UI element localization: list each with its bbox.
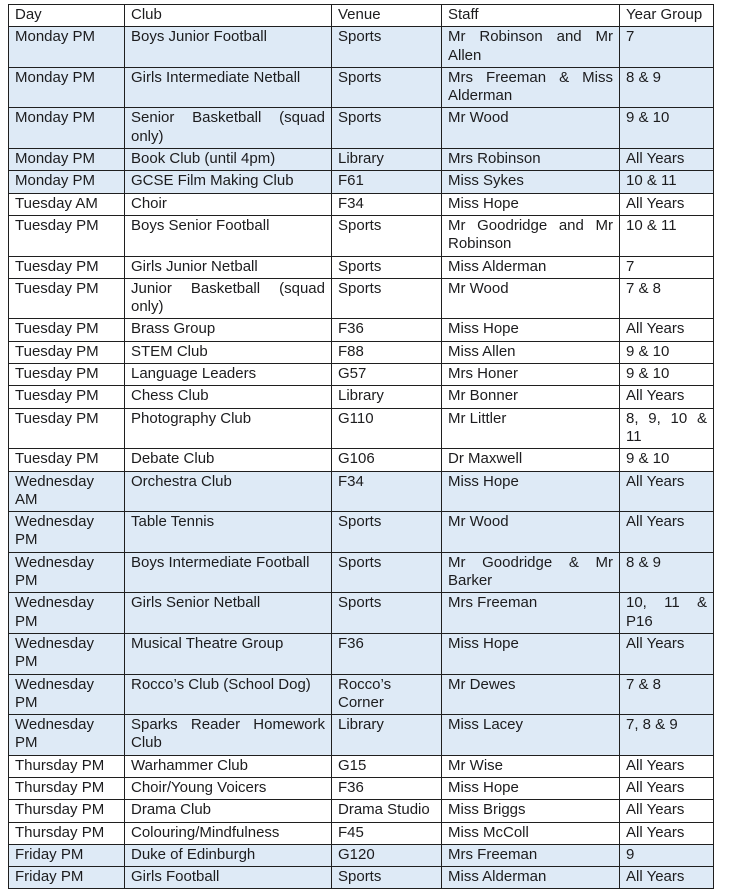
cell-staff: Mr Littler xyxy=(442,408,620,449)
table-body xyxy=(9,27,714,889)
column-header-staff: Staff xyxy=(442,5,620,27)
cell-venue: Sports xyxy=(332,27,442,68)
cell-day: Thursday PM xyxy=(9,822,125,844)
cell-staff: Mr Dewes xyxy=(442,674,620,715)
cell-venue: G57 xyxy=(332,364,442,386)
cell-venue: F61 xyxy=(332,171,442,193)
cell-club: Junior Basketball (squad only) xyxy=(125,278,332,319)
cell-year: 10, 11 & P16 xyxy=(620,593,714,634)
cell-day: Tuesday PM xyxy=(9,319,125,341)
cell-day: Monday PM xyxy=(9,67,125,108)
cell-club: Musical Theatre Group xyxy=(125,633,332,674)
table-row xyxy=(9,193,714,215)
table-row xyxy=(9,593,714,634)
cell-staff: Mr Wood xyxy=(442,512,620,553)
cell-venue: Sports xyxy=(332,215,442,256)
cell-club: Debate Club xyxy=(125,449,332,471)
cell-venue: G106 xyxy=(332,449,442,471)
cell-staff: Miss Hope xyxy=(442,471,620,512)
cell-day: Wednesday PM xyxy=(9,593,125,634)
cell-year: 10 & 11 xyxy=(620,171,714,193)
cell-day: Friday PM xyxy=(9,844,125,866)
cell-year: All Years xyxy=(620,822,714,844)
cell-club: Book Club (until 4pm) xyxy=(125,149,332,171)
cell-staff: Miss Alderman xyxy=(442,256,620,278)
cell-venue: Library xyxy=(332,715,442,756)
cell-venue: G15 xyxy=(332,755,442,777)
cell-staff: Mrs Honer xyxy=(442,364,620,386)
cell-staff: Miss Hope xyxy=(442,193,620,215)
cell-day: Wednesday PM xyxy=(9,715,125,756)
cell-venue: G120 xyxy=(332,844,442,866)
cell-club: Choir xyxy=(125,193,332,215)
table-row xyxy=(9,386,714,408)
cell-club: Girls Football xyxy=(125,867,332,889)
cell-venue: Sports xyxy=(332,593,442,634)
cell-club: Boys Senior Football xyxy=(125,215,332,256)
clubs-timetable xyxy=(8,4,714,889)
cell-club: Drama Club xyxy=(125,800,332,822)
cell-year: All Years xyxy=(620,193,714,215)
cell-year: All Years xyxy=(620,471,714,512)
cell-year: 9 & 10 xyxy=(620,449,714,471)
cell-club: Girls Senior Netball xyxy=(125,593,332,634)
cell-staff: Miss Lacey xyxy=(442,715,620,756)
cell-venue: F45 xyxy=(332,822,442,844)
cell-venue: F36 xyxy=(332,777,442,799)
cell-staff: Mr Wise xyxy=(442,755,620,777)
cell-year: 7 & 8 xyxy=(620,278,714,319)
cell-day: Wednesday PM xyxy=(9,633,125,674)
cell-staff: Mr Wood xyxy=(442,278,620,319)
cell-venue: Library xyxy=(332,149,442,171)
cell-day: Tuesday PM xyxy=(9,256,125,278)
cell-day: Thursday PM xyxy=(9,755,125,777)
column-header-year: Year Group xyxy=(620,5,714,27)
table-row xyxy=(9,278,714,319)
cell-venue: Sports xyxy=(332,512,442,553)
table-row xyxy=(9,633,714,674)
cell-staff: Miss Hope xyxy=(442,777,620,799)
cell-year: 9 & 10 xyxy=(620,341,714,363)
table-row xyxy=(9,471,714,512)
cell-year: 9 & 10 xyxy=(620,108,714,149)
cell-staff: Mr Goodridge and Mr Robinson xyxy=(442,215,620,256)
table-row xyxy=(9,822,714,844)
cell-staff: Miss Alderman xyxy=(442,867,620,889)
table-row xyxy=(9,715,714,756)
cell-staff: Mrs Robinson xyxy=(442,149,620,171)
header-row xyxy=(9,5,714,27)
cell-venue: Sports xyxy=(332,256,442,278)
cell-year: All Years xyxy=(620,319,714,341)
cell-club: Colouring/Mindfulness xyxy=(125,822,332,844)
cell-venue: Sports xyxy=(332,552,442,593)
cell-venue: F88 xyxy=(332,341,442,363)
cell-year: 10 & 11 xyxy=(620,215,714,256)
cell-day: Wednesday PM xyxy=(9,552,125,593)
cell-day: Tuesday PM xyxy=(9,278,125,319)
table-row xyxy=(9,512,714,553)
cell-year: 9 & 10 xyxy=(620,364,714,386)
cell-venue: Sports xyxy=(332,867,442,889)
cell-day: Wednesday PM xyxy=(9,674,125,715)
table-row xyxy=(9,364,714,386)
cell-staff: Dr Maxwell xyxy=(442,449,620,471)
cell-year: 8 & 9 xyxy=(620,67,714,108)
cell-staff: Mrs Freeman xyxy=(442,844,620,866)
cell-day: Tuesday PM xyxy=(9,341,125,363)
cell-year: All Years xyxy=(620,633,714,674)
cell-day: Thursday PM xyxy=(9,777,125,799)
cell-venue: F34 xyxy=(332,193,442,215)
cell-club: GCSE Film Making Club xyxy=(125,171,332,193)
column-header-venue: Venue xyxy=(332,5,442,27)
cell-club: Orchestra Club xyxy=(125,471,332,512)
cell-year: All Years xyxy=(620,800,714,822)
cell-staff: Mr Wood xyxy=(442,108,620,149)
table-row xyxy=(9,108,714,149)
table-row xyxy=(9,341,714,363)
cell-day: Tuesday PM xyxy=(9,386,125,408)
table-row xyxy=(9,449,714,471)
table-row xyxy=(9,755,714,777)
cell-year: 7 xyxy=(620,256,714,278)
cell-year: 8 & 9 xyxy=(620,552,714,593)
cell-club: Sparks Reader Homework Club xyxy=(125,715,332,756)
cell-day: Wednesday AM xyxy=(9,471,125,512)
cell-venue: Sports xyxy=(332,108,442,149)
cell-day: Tuesday AM xyxy=(9,193,125,215)
cell-staff: Miss Sykes xyxy=(442,171,620,193)
cell-venue: Sports xyxy=(332,278,442,319)
cell-day: Monday PM xyxy=(9,171,125,193)
cell-year: 9 xyxy=(620,844,714,866)
table-row xyxy=(9,256,714,278)
table-row xyxy=(9,408,714,449)
cell-club: Table Tennis xyxy=(125,512,332,553)
cell-venue: G110 xyxy=(332,408,442,449)
cell-day: Thursday PM xyxy=(9,800,125,822)
column-header-club: Club xyxy=(125,5,332,27)
table-row xyxy=(9,215,714,256)
cell-staff: Miss Hope xyxy=(442,319,620,341)
cell-staff: Mr Bonner xyxy=(442,386,620,408)
cell-day: Wednesday PM xyxy=(9,512,125,553)
cell-club: Photography Club xyxy=(125,408,332,449)
cell-club: Girls Intermediate Netball xyxy=(125,67,332,108)
cell-year: All Years xyxy=(620,777,714,799)
table-row xyxy=(9,319,714,341)
cell-club: Language Leaders xyxy=(125,364,332,386)
cell-club: Warhammer Club xyxy=(125,755,332,777)
cell-club: Rocco’s Club (School Dog) xyxy=(125,674,332,715)
cell-year: All Years xyxy=(620,149,714,171)
cell-year: 7 xyxy=(620,27,714,68)
cell-year: 7 & 8 xyxy=(620,674,714,715)
cell-year: All Years xyxy=(620,386,714,408)
cell-venue: F36 xyxy=(332,319,442,341)
cell-day: Friday PM xyxy=(9,867,125,889)
cell-staff: Miss McColl xyxy=(442,822,620,844)
cell-club: Duke of Edinburgh xyxy=(125,844,332,866)
cell-staff: Mrs Freeman xyxy=(442,593,620,634)
cell-club: STEM Club xyxy=(125,341,332,363)
table-row xyxy=(9,800,714,822)
cell-year: All Years xyxy=(620,867,714,889)
cell-club: Brass Group xyxy=(125,319,332,341)
cell-venue: Sports xyxy=(332,67,442,108)
cell-venue: Rocco’s Corner xyxy=(332,674,442,715)
cell-club: Chess Club xyxy=(125,386,332,408)
table-row xyxy=(9,674,714,715)
table-row xyxy=(9,149,714,171)
cell-club: Boys Intermediate Football xyxy=(125,552,332,593)
cell-year: 7, 8 & 9 xyxy=(620,715,714,756)
cell-day: Monday PM xyxy=(9,108,125,149)
cell-venue: Library xyxy=(332,386,442,408)
cell-staff: Miss Hope xyxy=(442,633,620,674)
table-row xyxy=(9,171,714,193)
cell-day: Monday PM xyxy=(9,149,125,171)
cell-club: Choir/Young Voicers xyxy=(125,777,332,799)
cell-venue: F34 xyxy=(332,471,442,512)
cell-year: All Years xyxy=(620,512,714,553)
cell-day: Monday PM xyxy=(9,27,125,68)
cell-day: Tuesday PM xyxy=(9,449,125,471)
cell-staff: Mr Robinson and Mr Allen xyxy=(442,27,620,68)
cell-staff: Miss Allen xyxy=(442,341,620,363)
cell-club: Boys Junior Football xyxy=(125,27,332,68)
cell-day: Tuesday PM xyxy=(9,364,125,386)
table-row xyxy=(9,867,714,889)
table-row xyxy=(9,777,714,799)
table-row xyxy=(9,27,714,68)
cell-club: Senior Basketball (squad only) xyxy=(125,108,332,149)
column-header-day: Day xyxy=(9,5,125,27)
cell-staff: Miss Briggs xyxy=(442,800,620,822)
cell-venue: Drama Studio xyxy=(332,800,442,822)
table-row xyxy=(9,844,714,866)
table-row xyxy=(9,67,714,108)
cell-club: Girls Junior Netball xyxy=(125,256,332,278)
table-row xyxy=(9,552,714,593)
cell-staff: Mrs Freeman & Miss Alderman xyxy=(442,67,620,108)
cell-day: Tuesday PM xyxy=(9,408,125,449)
cell-year: All Years xyxy=(620,755,714,777)
cell-year: 8, 9, 10 & 11 xyxy=(620,408,714,449)
cell-staff: Mr Goodridge & Mr Barker xyxy=(442,552,620,593)
cell-day: Tuesday PM xyxy=(9,215,125,256)
cell-venue: F36 xyxy=(332,633,442,674)
